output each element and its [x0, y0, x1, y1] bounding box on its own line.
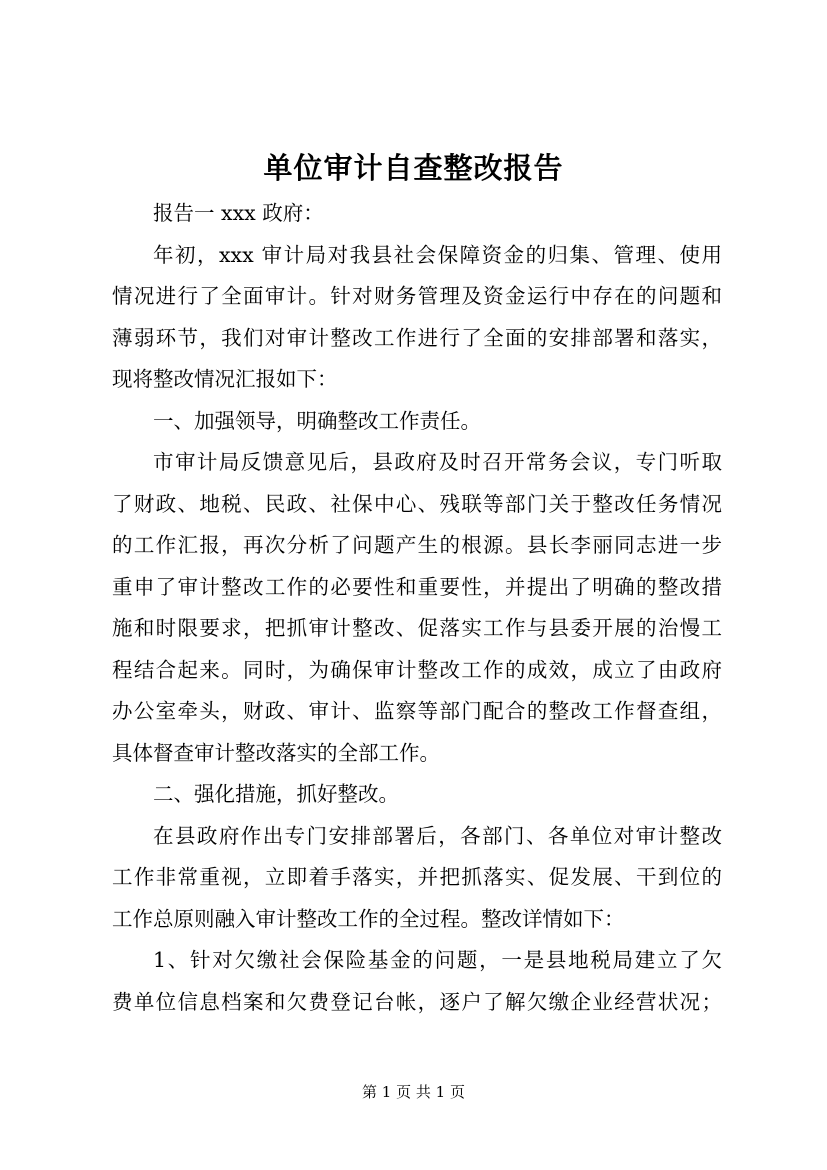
page-footer: 第 1 页 共 1 页 — [362, 1083, 465, 1101]
paragraph-line: 情况进行了全面审计。针对财务管理及资金运行中存在的问题和 — [112, 284, 722, 308]
section-heading: 一、加强领导，明确整改工作责任。 — [153, 408, 481, 433]
document-body — [112, 193, 722, 1023]
paragraph-line: 的工作汇报，再次分析了问题产生的根源。县长李丽同志进一步 — [112, 533, 722, 557]
paragraph-line: 在县政府作出专门安排部署后，各部门、各单位对审计整改 — [153, 823, 722, 848]
paragraph-line: 具体督查审计整改落实的全部工作。 — [112, 740, 440, 765]
paragraph-line: 施和时限要求，把抓审计整改、促落实工作与县委开展的治慢工 — [112, 616, 722, 640]
paragraph-line: 现将整改情况汇报如下： — [112, 367, 338, 391]
paragraph-line: 1、针对欠缴社会保险基金的问题，一是县地税局建立了欠 — [153, 948, 722, 972]
section-heading: 二、强化措施，抓好整改。 — [153, 782, 399, 806]
paragraph-line: 办公室牵头，财政、审计、监察等部门配合的整改工作督查组， — [112, 699, 722, 723]
paragraph-line: 年初，xxx 审计局对我县社会保障资金的归集、管理、使用 — [153, 242, 722, 267]
paragraph-line: 工作总原则融入审计整改工作的全过程。整改详情如下： — [112, 906, 625, 931]
paragraph-line: 重申了审计整改工作的必要性和重要性，并提出了明确的整改措 — [112, 574, 722, 599]
paragraph-line: 薄弱环节，我们对审计整改工作进行了全面的安排部署和落实， — [112, 325, 722, 350]
paragraph-line: 市审计局反馈意见后，县政府及时召开常务会议，专门听取 — [153, 450, 722, 474]
document-title: 单位审计自查整改报告 — [263, 151, 564, 185]
paragraph-line: 程结合起来。同时，为确保审计整改工作的成效，成立了由政府 — [112, 657, 722, 682]
paragraph-line: 工作非常重视，立即着手落实，并把抓落实、促发展、干到位的 — [112, 865, 722, 889]
paragraph-line: 报告一 xxx 政府： — [153, 201, 324, 225]
paragraph-line: 了财政、地税、民政、社保中心、残联等部门关于整改任务情况 — [112, 491, 722, 516]
paragraph-line: 费单位信息档案和欠费登记台帐，逐户了解欠缴企业经营状况； — [112, 989, 722, 1014]
